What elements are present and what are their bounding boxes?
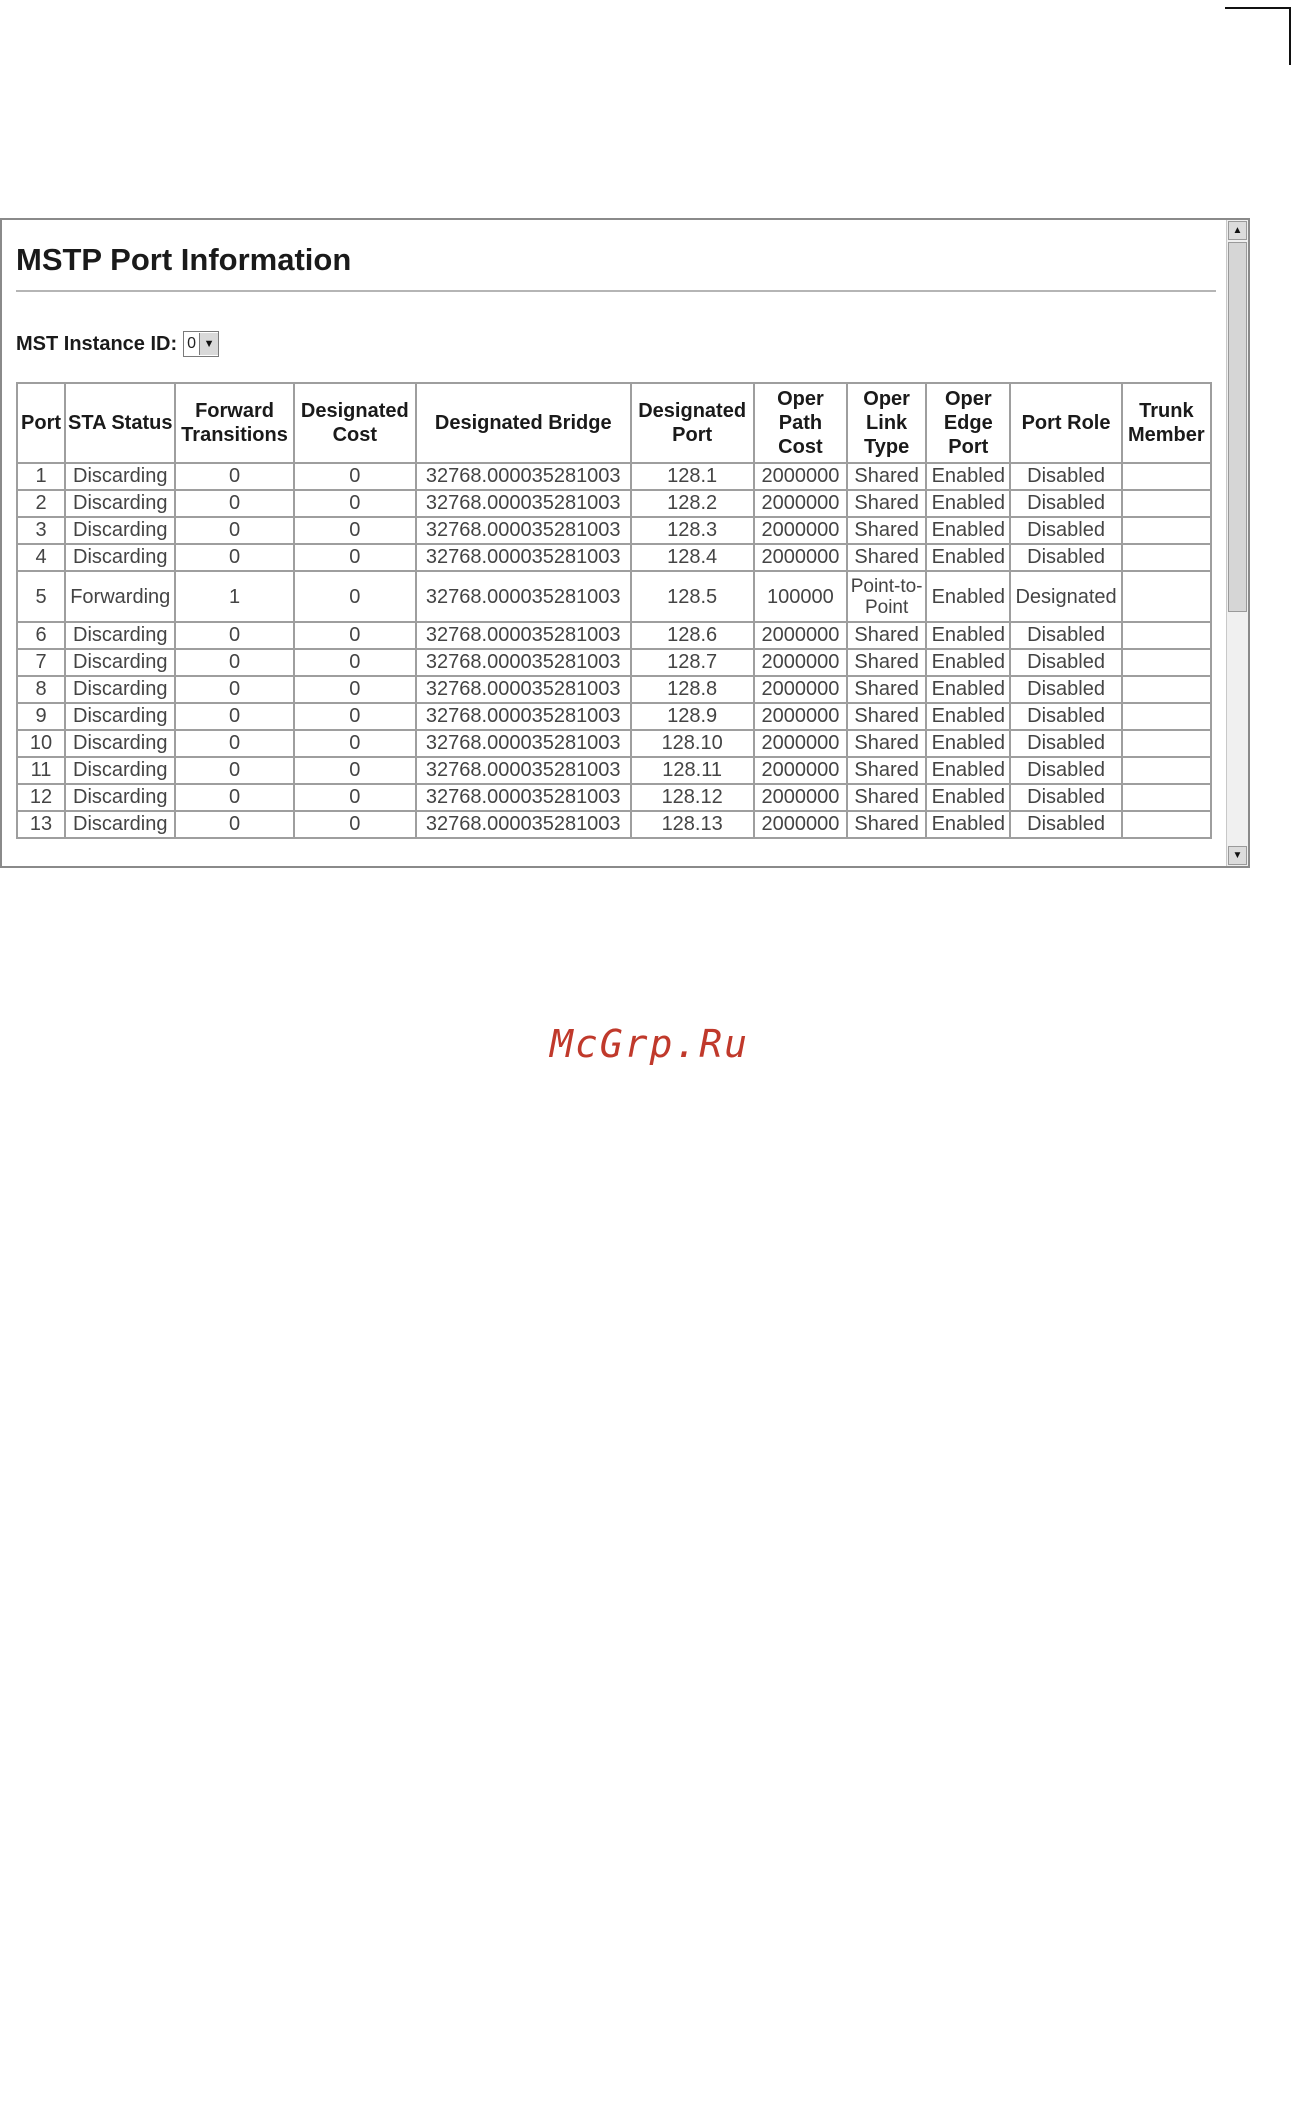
table-cell: 128.7 <box>631 649 754 676</box>
table-cell: 0 <box>175 517 293 544</box>
table-cell: 128.1 <box>631 463 754 490</box>
table-cell: 5 <box>17 571 65 622</box>
table-cell: 0 <box>175 811 293 838</box>
table-cell: 100000 <box>754 571 847 622</box>
table-cell: 32768.000035281003 <box>416 730 631 757</box>
table-cell: 0 <box>294 811 416 838</box>
table-row <box>17 676 1211 703</box>
instance-id-select[interactable] <box>183 331 219 357</box>
table-cell: 0 <box>175 757 293 784</box>
table-cell: 2000000 <box>754 811 847 838</box>
instance-id-label: MST Instance ID: <box>16 332 178 355</box>
table-cell: Discarding <box>65 757 175 784</box>
table-cell: 13 <box>17 811 65 838</box>
table-cell <box>1122 517 1211 544</box>
table-body <box>17 463 1211 838</box>
table-cell: 128.10 <box>631 730 754 757</box>
table-row <box>17 703 1211 730</box>
table-row <box>17 811 1211 838</box>
table-cell: 10 <box>17 730 65 757</box>
column-header: Trunk Member <box>1122 383 1211 463</box>
page-title: MSTP Port Information <box>16 242 352 277</box>
table-cell: 32768.000035281003 <box>416 811 631 838</box>
table-cell: Shared <box>847 676 926 703</box>
table-cell: Shared <box>847 811 926 838</box>
table-cell: 0 <box>294 622 416 649</box>
table-cell: Discarding <box>65 730 175 757</box>
table-cell <box>1122 730 1211 757</box>
table-cell: Discarding <box>65 649 175 676</box>
table-row <box>17 544 1211 571</box>
table-cell: 0 <box>175 463 293 490</box>
table-cell: 6 <box>17 622 65 649</box>
table-cell: 2000000 <box>754 703 847 730</box>
table-cell: Enabled <box>926 544 1010 571</box>
table-cell: Designated <box>1010 571 1121 622</box>
table-cell: Shared <box>847 622 926 649</box>
table-cell: 2000000 <box>754 544 847 571</box>
table-cell: 32768.000035281003 <box>416 676 631 703</box>
table-cell: 3 <box>17 517 65 544</box>
table-cell: 0 <box>294 571 416 622</box>
table-cell: 0 <box>294 757 416 784</box>
table-cell: 9 <box>17 703 65 730</box>
table-cell: Discarding <box>65 517 175 544</box>
table-cell: 0 <box>294 490 416 517</box>
table-cell: 0 <box>175 703 293 730</box>
table-cell <box>1122 703 1211 730</box>
table-cell: 2000000 <box>754 517 847 544</box>
table-cell: Disabled <box>1010 757 1121 784</box>
table-cell: 32768.000035281003 <box>416 703 631 730</box>
table-row <box>17 784 1211 811</box>
table-cell: Discarding <box>65 811 175 838</box>
table-row <box>17 649 1211 676</box>
instance-selector-row <box>16 331 219 357</box>
table-cell: Disabled <box>1010 463 1121 490</box>
table-cell: 128.12 <box>631 784 754 811</box>
table-cell: 0 <box>175 784 293 811</box>
table-cell: Enabled <box>926 463 1010 490</box>
table-cell: Shared <box>847 730 926 757</box>
table-cell: 0 <box>175 544 293 571</box>
table-cell: 32768.000035281003 <box>416 757 631 784</box>
table-cell: Discarding <box>65 703 175 730</box>
table-cell: 0 <box>294 730 416 757</box>
column-header: Port <box>17 383 65 463</box>
table-cell: Enabled <box>926 517 1010 544</box>
scrollbar-thumb[interactable] <box>1228 242 1247 612</box>
table-cell: Forwarding <box>65 571 175 622</box>
table-cell: Shared <box>847 490 926 517</box>
table-cell: 128.9 <box>631 703 754 730</box>
table-cell: Enabled <box>926 784 1010 811</box>
table-cell: 32768.000035281003 <box>416 622 631 649</box>
table-cell: 0 <box>175 730 293 757</box>
table-cell: Disabled <box>1010 703 1121 730</box>
table-cell: Enabled <box>926 490 1010 517</box>
table-cell: Disabled <box>1010 517 1121 544</box>
table-cell: 128.13 <box>631 811 754 838</box>
table-cell: Shared <box>847 649 926 676</box>
table-cell: 32768.000035281003 <box>416 544 631 571</box>
table-cell: Point-to-Point <box>847 571 926 622</box>
table-cell: 128.5 <box>631 571 754 622</box>
table-cell <box>1122 463 1211 490</box>
table-cell: Disabled <box>1010 811 1121 838</box>
table-cell <box>1122 757 1211 784</box>
table-cell: 0 <box>294 463 416 490</box>
table-cell: 1 <box>175 571 293 622</box>
scroll-down-icon[interactable]: ▼ <box>1228 846 1247 865</box>
table-cell <box>1122 784 1211 811</box>
table-cell <box>1122 544 1211 571</box>
table-cell: 7 <box>17 649 65 676</box>
table-cell: Disabled <box>1010 622 1121 649</box>
table-cell: 11 <box>17 757 65 784</box>
table-cell: 0 <box>175 649 293 676</box>
table-cell: Enabled <box>926 649 1010 676</box>
table-cell: 2000000 <box>754 757 847 784</box>
table-cell: Disabled <box>1010 730 1121 757</box>
table-cell: 12 <box>17 784 65 811</box>
table-cell: Discarding <box>65 676 175 703</box>
table-cell: Discarding <box>65 622 175 649</box>
table-cell: Shared <box>847 703 926 730</box>
table-row <box>17 622 1211 649</box>
table-cell <box>1122 490 1211 517</box>
table-cell <box>1122 649 1211 676</box>
table-cell: Shared <box>847 517 926 544</box>
table-cell <box>1122 811 1211 838</box>
table-row <box>17 517 1211 544</box>
table-cell: Enabled <box>926 730 1010 757</box>
column-header: Designated Cost <box>294 383 416 463</box>
table-cell: Disabled <box>1010 676 1121 703</box>
table-row <box>17 757 1211 784</box>
table-row <box>17 490 1211 517</box>
table-row <box>17 463 1211 490</box>
table-cell: 32768.000035281003 <box>416 463 631 490</box>
table-cell: 4 <box>17 544 65 571</box>
table-cell: 128.6 <box>631 622 754 649</box>
table-cell: Discarding <box>65 490 175 517</box>
column-header: Forward Transitions <box>175 383 293 463</box>
table-cell: Enabled <box>926 757 1010 784</box>
table-row <box>17 730 1211 757</box>
instance-id-value: 0 <box>187 335 197 352</box>
table-cell: Enabled <box>926 703 1010 730</box>
table-cell: 0 <box>294 784 416 811</box>
table-cell: 128.3 <box>631 517 754 544</box>
table-cell: 0 <box>175 676 293 703</box>
page-corner-mark-vertical <box>1289 7 1291 65</box>
table-cell: 128.8 <box>631 676 754 703</box>
table-cell: 32768.000035281003 <box>416 490 631 517</box>
table-cell: Discarding <box>65 784 175 811</box>
table-cell: 2000000 <box>754 463 847 490</box>
column-header: Oper Path Cost <box>754 383 847 463</box>
table-cell: 0 <box>294 676 416 703</box>
table-cell: Shared <box>847 784 926 811</box>
table-row <box>17 571 1211 622</box>
table-cell: 128.11 <box>631 757 754 784</box>
table-cell <box>1122 676 1211 703</box>
table-cell: 2000000 <box>754 649 847 676</box>
column-header: Oper Edge Port <box>926 383 1010 463</box>
table-cell: 0 <box>294 517 416 544</box>
table-cell: Enabled <box>926 811 1010 838</box>
table-cell: Disabled <box>1010 490 1121 517</box>
table-cell: Shared <box>847 544 926 571</box>
table-cell: Shared <box>847 757 926 784</box>
table-cell: Discarding <box>65 544 175 571</box>
column-header: Designated Bridge <box>416 383 631 463</box>
table-cell: 0 <box>175 622 293 649</box>
table-cell: 128.4 <box>631 544 754 571</box>
table-cell: 1 <box>17 463 65 490</box>
scroll-up-icon[interactable]: ▲ <box>1228 221 1247 240</box>
port-info-table <box>16 382 1212 839</box>
table-cell: 32768.000035281003 <box>416 784 631 811</box>
table-cell: 2000000 <box>754 730 847 757</box>
table-cell: 0 <box>294 544 416 571</box>
table-cell: Disabled <box>1010 784 1121 811</box>
table-cell: 2000000 <box>754 676 847 703</box>
table-cell: 32768.000035281003 <box>416 571 631 622</box>
column-header: Port Role <box>1010 383 1121 463</box>
chevron-down-icon[interactable]: ▼ <box>199 333 218 355</box>
table-cell: 2 <box>17 490 65 517</box>
table-cell: Disabled <box>1010 649 1121 676</box>
column-header: Oper Link Type <box>847 383 926 463</box>
table-cell: Enabled <box>926 622 1010 649</box>
table-cell: 0 <box>294 703 416 730</box>
table-cell: 0 <box>294 649 416 676</box>
table-cell: 32768.000035281003 <box>416 517 631 544</box>
table-cell: 2000000 <box>754 490 847 517</box>
title-divider <box>16 290 1216 292</box>
page-content <box>2 220 1229 868</box>
table-cell: 32768.000035281003 <box>416 649 631 676</box>
table-header-row <box>17 383 1211 463</box>
table-cell: Discarding <box>65 463 175 490</box>
table-cell: 2000000 <box>754 622 847 649</box>
column-header: STA Status <box>65 383 175 463</box>
column-header: Designated Port <box>631 383 754 463</box>
table-cell: 0 <box>175 490 293 517</box>
table-cell <box>1122 571 1211 622</box>
table-cell <box>1122 622 1211 649</box>
vertical-scrollbar[interactable] <box>1226 220 1248 866</box>
watermark: McGrp.Ru <box>550 1022 750 1066</box>
table-cell: Enabled <box>926 571 1010 622</box>
table-cell: 128.2 <box>631 490 754 517</box>
table-cell: Disabled <box>1010 544 1121 571</box>
page-corner-mark-horizontal <box>1225 7 1291 9</box>
table-cell: 8 <box>17 676 65 703</box>
browser-frame <box>0 218 1250 868</box>
table-cell: Enabled <box>926 676 1010 703</box>
table-cell: Shared <box>847 463 926 490</box>
table-cell: 2000000 <box>754 784 847 811</box>
